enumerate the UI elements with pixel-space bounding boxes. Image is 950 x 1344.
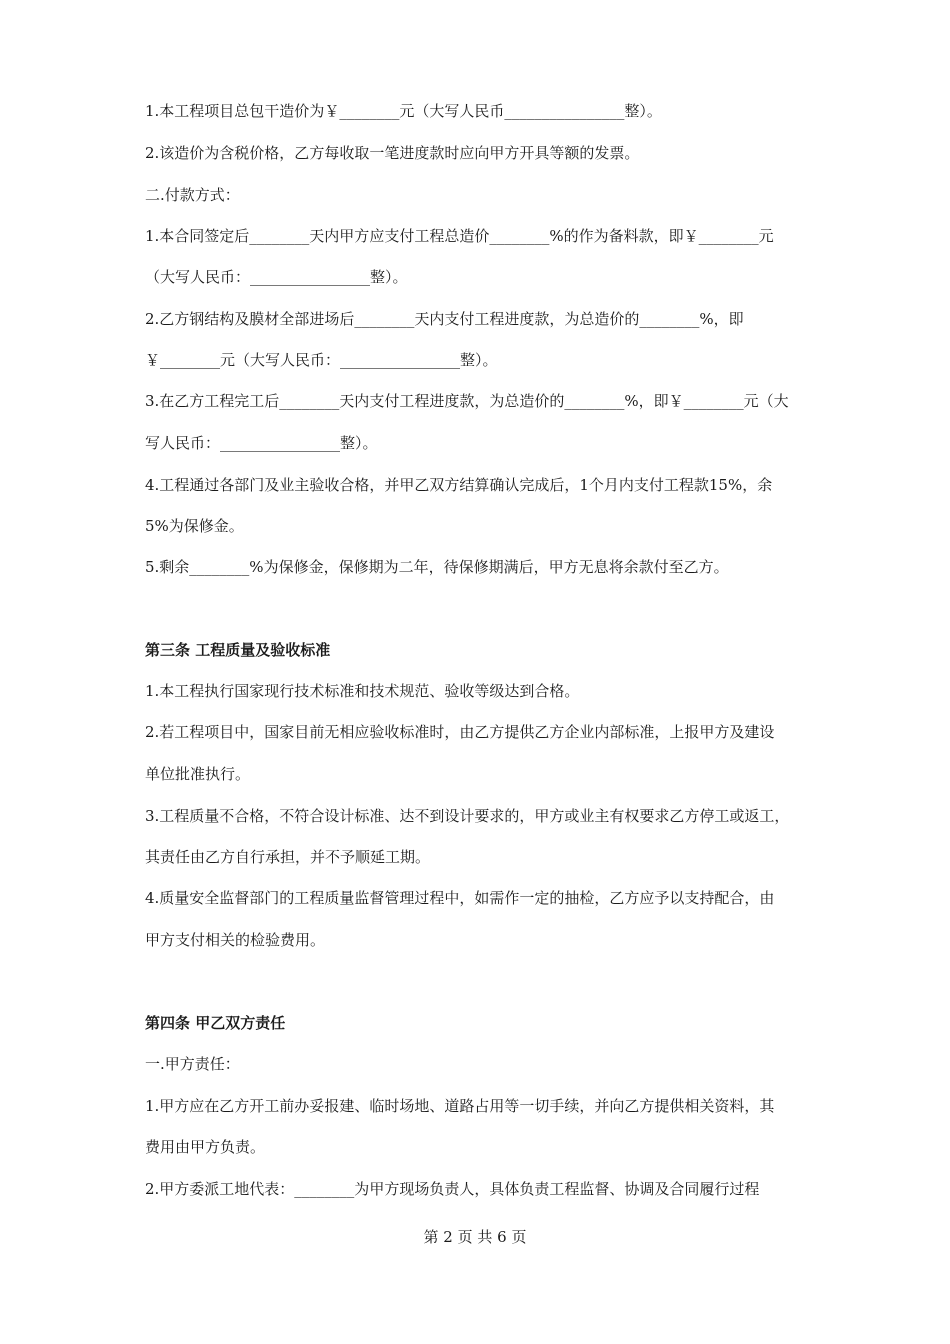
text-line: 5.剩余________%为保修金，保修期为二年，待保修期满后，甲方无息将余款付至乙方。 [145, 558, 729, 576]
text-line: 二.付款方式： [145, 186, 240, 204]
text-line: 1.本合同签定后________天内甲方应支付工程总造价________%的作为备料款，即￥________元 [145, 227, 774, 245]
text-line: 5%为保修金。 [145, 517, 244, 535]
text-line: 单位批准执行。 [145, 765, 251, 783]
text-line: 1.本工程执行国家现行技术标准和技术规范、验收等级达到合格。 [145, 682, 580, 700]
page-footer: 第 2 页 共 6 页 [423, 1228, 527, 1246]
text-line: 3.工程质量不合格，不符合设计标准、达不到设计要求的，甲方或业主有权要求乙方停工或返工， [145, 807, 790, 825]
text-line: 2.乙方钢结构及膜材全部进场后________天内支付工程进度款，为总造价的________%，即 [145, 310, 744, 328]
text-line: 4.质量安全监督部门的工程质量监督管理过程中，如需作一定的抽检，乙方应予以支持配合，由 [145, 889, 775, 907]
text-line: 其责任由乙方自行承担，并不予顺延工期。 [145, 848, 431, 866]
text-line: 甲方支付相关的检验费用。 [145, 931, 326, 949]
section-heading: 第三条 工程质量及验收标准 [145, 641, 331, 659]
text-line: 2.甲方委派工地代表：________为甲方现场负责人，具体负责工程监督、协调及合同履行过程 [145, 1180, 760, 1198]
text-line: 写人民币：________________整）。 [145, 434, 378, 452]
text-line: 费用由甲方负责。 [145, 1138, 266, 1156]
section-heading: 第四条 甲乙双方责任 [145, 1014, 286, 1032]
text-line: 2.若工程项目中，国家目前无相应验收标准时，由乙方提供乙方企业内部标准，上报甲方及建设 [145, 723, 775, 741]
text-line: 3.在乙方工程完工后________天内支付工程进度款，为总造价的________%，即￥________元（大 [145, 392, 789, 410]
text-line: 1.甲方应在乙方开工前办妥报建、临时场地、道路占用等一切手续，并向乙方提供相关资料，其 [145, 1097, 775, 1115]
text-line: 一.甲方责任： [145, 1055, 240, 1073]
text-line: 4.工程通过各部门及业主验收合格，并甲乙双方结算确认完成后，1个月内支付工程款15%，余 [145, 476, 773, 494]
text-line: 2.该造价为含税价格，乙方每收取一笔进度款时应向甲方开具等额的发票。 [145, 144, 640, 162]
text-line: ￥________元（大写人民币：________________整）。 [145, 351, 498, 369]
text-line: 1.本工程项目总包干造价为￥________元（大写人民币________________整）。 [145, 102, 662, 120]
text-line: （大写人民币：________________整）。 [145, 268, 408, 286]
